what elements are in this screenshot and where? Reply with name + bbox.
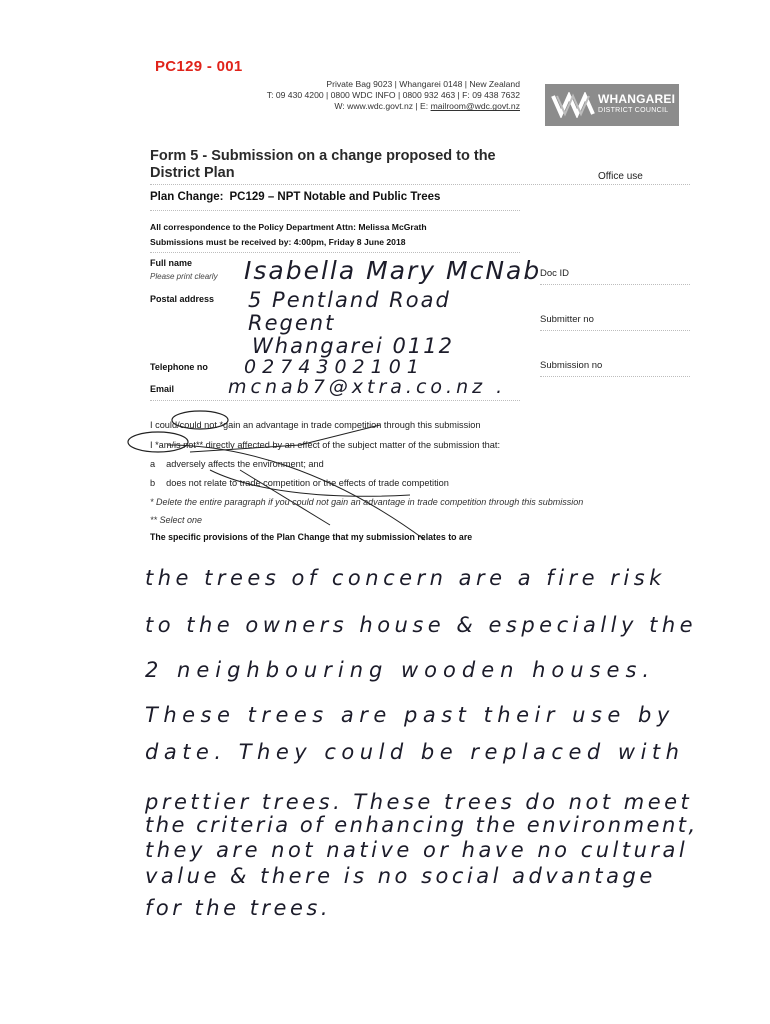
am-circle	[128, 432, 188, 452]
full-name-label: Full name	[150, 258, 193, 268]
submission-line: the trees of concern are a fire risk	[145, 566, 666, 590]
submission-line: value & there is no social advantage	[145, 864, 656, 888]
submission-reference: PC129 - 001	[155, 58, 243, 75]
submission-line: These trees are past their use by	[145, 703, 675, 727]
full-name-field[interactable]: Isabella Mary McNab	[244, 256, 542, 285]
doc-id-label: Doc ID	[540, 268, 570, 279]
postal-address-line-3[interactable]: Whangarei 0112	[252, 334, 454, 358]
strike-line	[240, 470, 330, 525]
email-field[interactable]: mcnab7@xtra.co.nz .	[228, 376, 507, 398]
select-note: ** Select one	[150, 515, 203, 525]
correspondence-line: All correspondence to the Policy Department Attn: Melissa McGrath	[150, 222, 427, 232]
submission-line: 2 neighbouring wooden houses.	[145, 658, 656, 682]
trade-advantage-statement: I could/could not *gain an advantage in trade competition through this submission	[150, 420, 481, 430]
submission-line: the criteria of enhancing the environment,	[145, 813, 698, 837]
item-a-letter: a	[150, 459, 156, 469]
submitter-no-label: Submitter no	[540, 314, 594, 325]
item-b-text: does not relate to trade competition or the effects of trade competition	[166, 478, 449, 488]
phone-line: T: 09 430 4200 | 0800 WDC INFO | 0800 932 463 | F: 09 438 7632	[266, 90, 520, 101]
direct-effect-statement: I *am/is not** directly affected by an effect of the subject matter of the submission that:	[150, 440, 500, 450]
strike-line	[190, 425, 380, 452]
address-line: Private Bag 9023 | Whangarei 0148 | New Zealand	[326, 79, 520, 89]
form-title: Form 5 - Submission on a change proposed to the District Plan	[150, 148, 496, 181]
full-name-hint: Please print clearly	[150, 272, 218, 281]
telephone-label: Telephone no	[150, 362, 208, 372]
email-link[interactable]: mailroom@wdc.govt.nz	[430, 101, 520, 112]
office-use-label: Office use	[598, 171, 643, 182]
strike-line	[210, 470, 410, 496]
delete-note: * Delete the entire paragraph if you could not gain an advantage in trade competition through this submission	[150, 497, 584, 507]
item-b-letter: b	[150, 478, 156, 488]
item-a-text: adversely affects the environment; and	[166, 459, 324, 469]
submission-line: to the owners house & especially the	[145, 613, 698, 637]
provisions-heading: The specific provisions of the Plan Change that my submission relates to are	[150, 532, 473, 542]
deadline-line: Submissions must be received by: 4:00pm, Friday 8 June 2018	[150, 237, 406, 247]
logo-sub: DISTRICT COUNCIL	[598, 107, 669, 114]
logo-name: WHANGAREI	[598, 92, 676, 106]
web-text: W: www.wdc.govt.nz | E:	[334, 101, 431, 112]
could-not-circle	[172, 411, 228, 429]
telephone-field[interactable]: 0274302101	[244, 356, 425, 378]
submission-line: they are not native or have no cultural	[145, 838, 689, 862]
plan-change-value: PC129 – NPT Notable and Public Trees	[229, 191, 441, 203]
postal-address-line-1[interactable]: 5 Pentland Road	[248, 288, 451, 312]
email-label: Email	[150, 384, 175, 394]
postal-address-label: Postal address	[150, 294, 215, 304]
submission-no-label: Submission no	[540, 360, 603, 371]
plan-change-label: Plan Change:	[150, 191, 224, 203]
postal-address-line-2[interactable]: Regent	[248, 311, 336, 335]
submission-line: for the trees.	[145, 896, 332, 920]
submission-line: date. They could be replaced with	[145, 740, 685, 764]
submission-line: prettier trees. These trees do not meet	[145, 790, 693, 814]
